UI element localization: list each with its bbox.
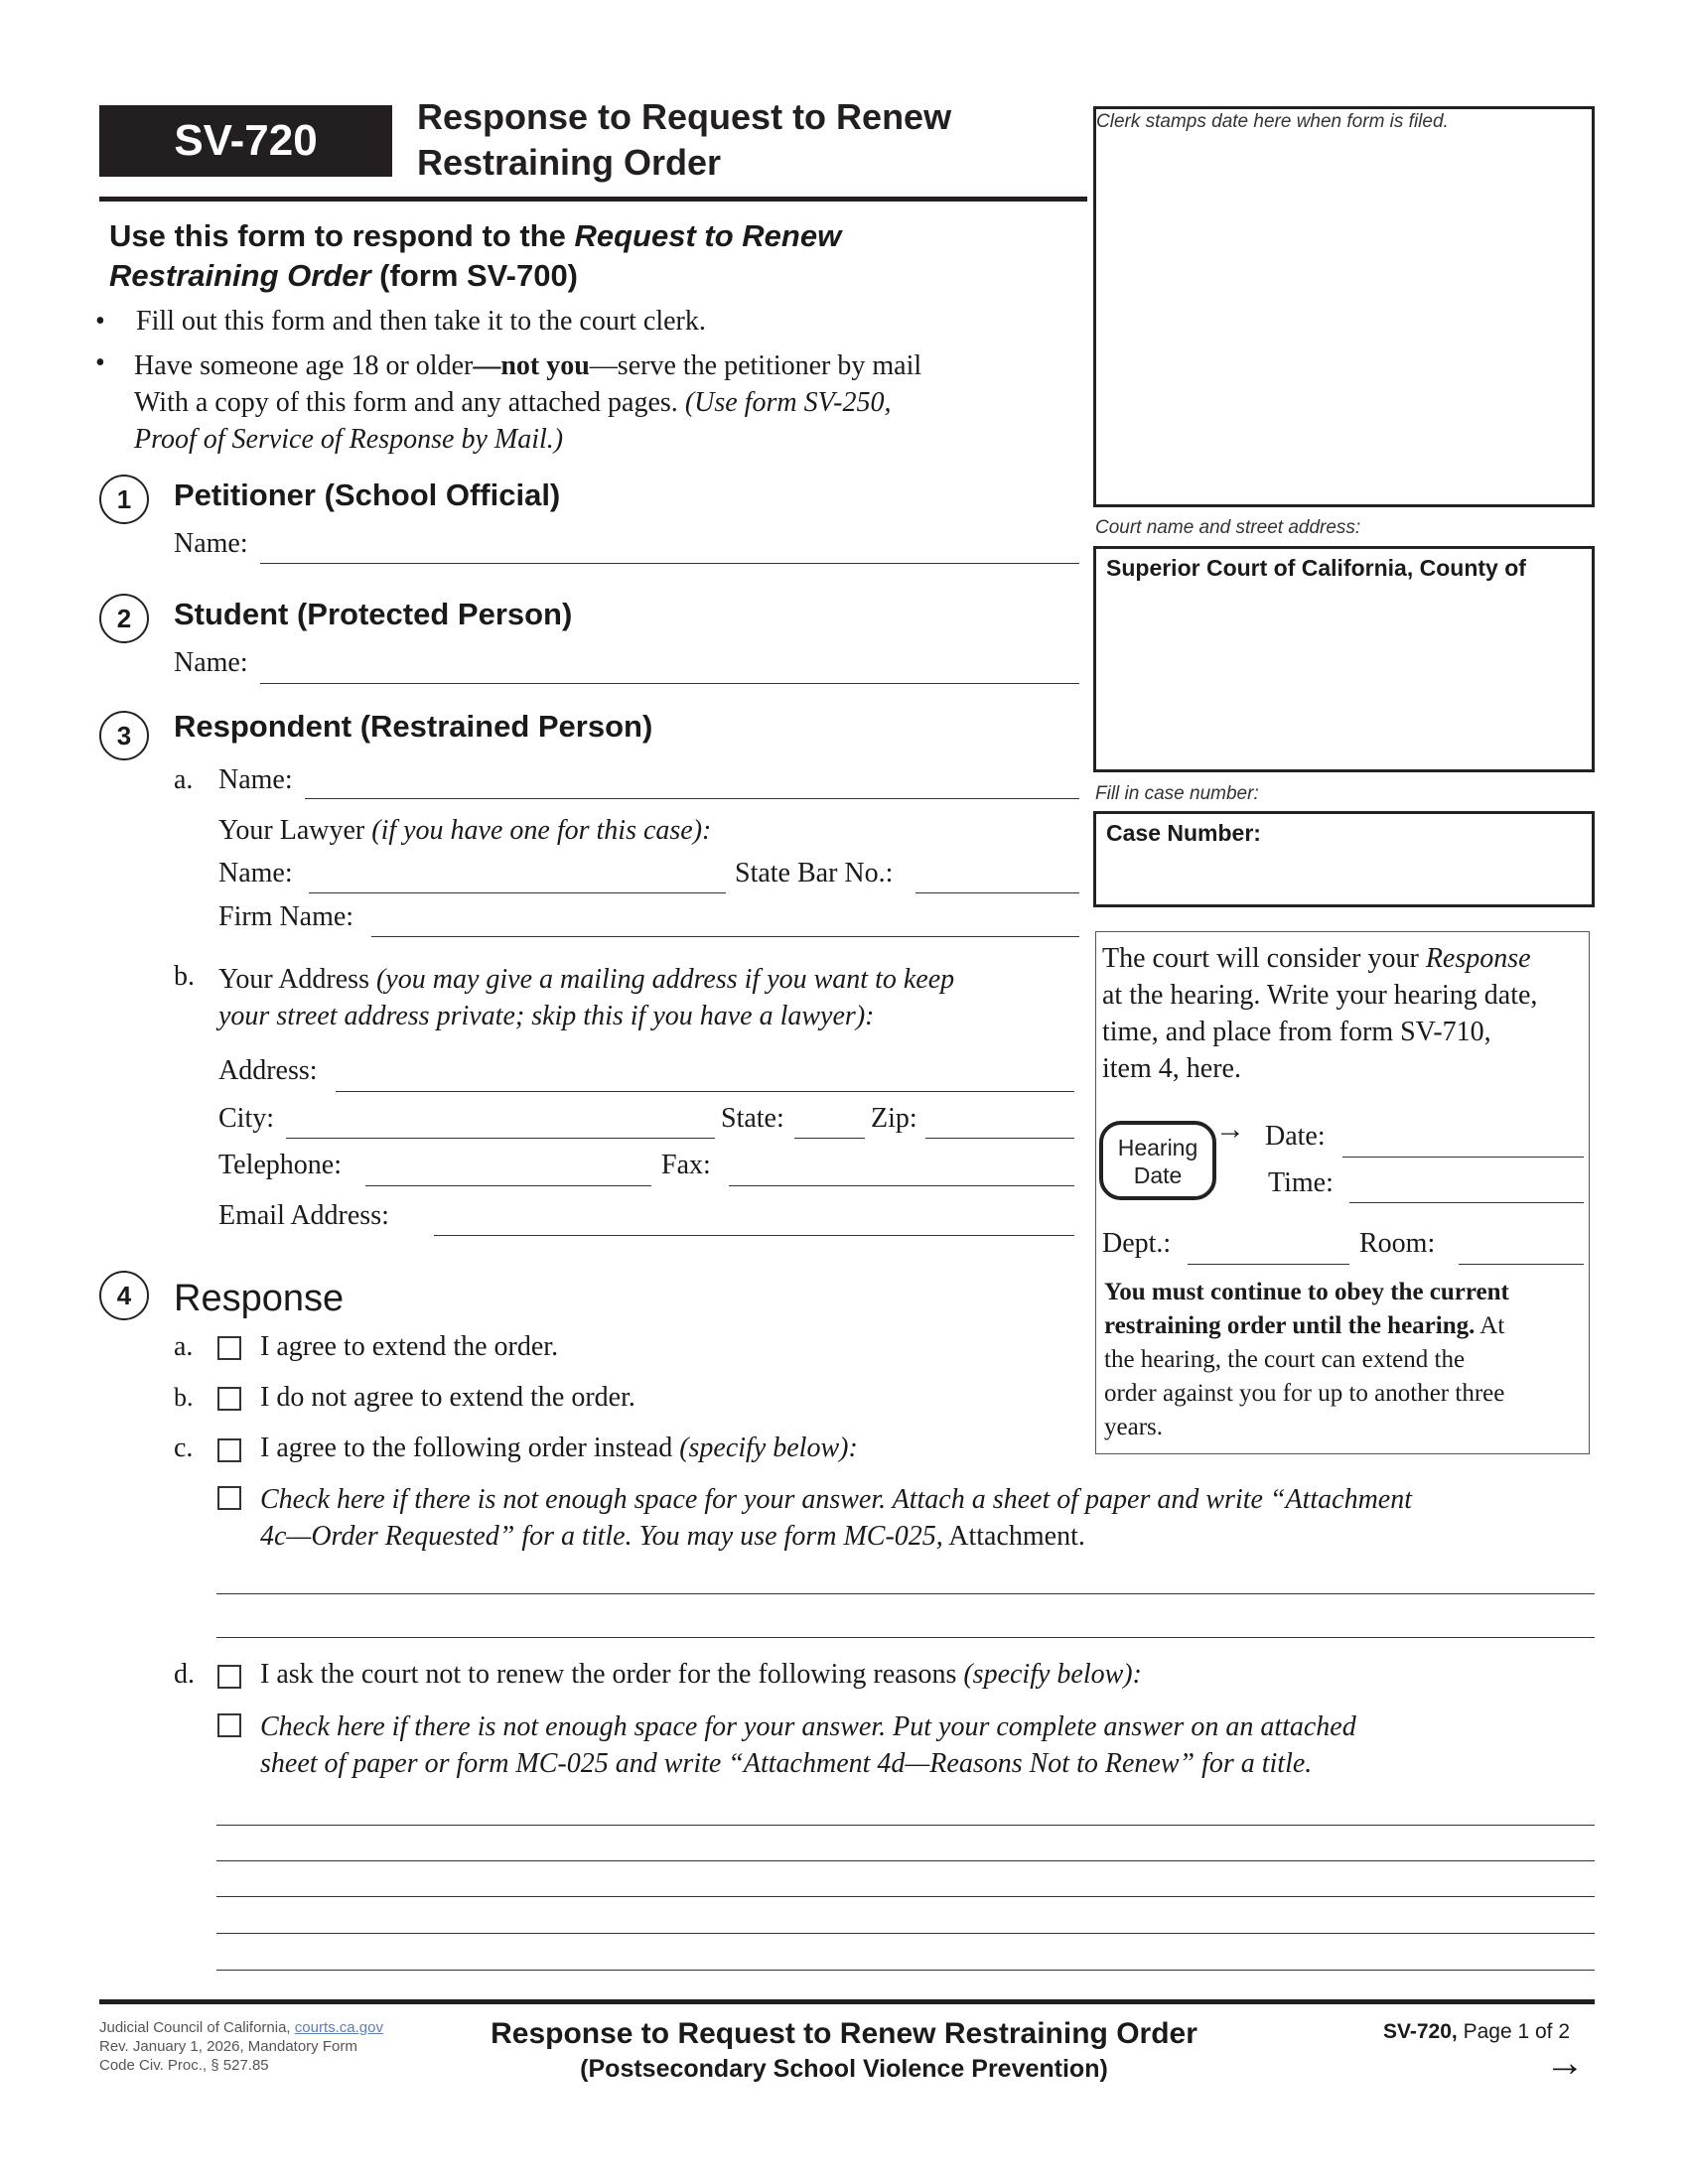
hearing-intro-line3: time, and place from form SV-710, — [1102, 1017, 1491, 1047]
d-attachment-checkbox[interactable] — [217, 1713, 241, 1737]
not-agree-extend-text: I do not agree to extend the order. — [260, 1382, 635, 1413]
footer-rule — [99, 1999, 1595, 2004]
respondent-name-label: Name: — [218, 764, 293, 795]
agree-other-order-checkbox[interactable] — [217, 1438, 241, 1462]
hearing-date-badge — [1099, 1121, 1216, 1200]
zip-field[interactable] — [925, 1138, 1074, 1139]
section-2-title: Student (Protected Person) — [174, 597, 573, 631]
zip-label: Zip: — [871, 1103, 917, 1134]
hearing-time-field[interactable] — [1349, 1202, 1584, 1203]
not-renew-reasons-italic: (specify below): — [963, 1659, 1142, 1690]
student-name-label: Name: — [174, 647, 248, 678]
hearing-date-field[interactable] — [1342, 1157, 1584, 1158]
not-renew-reasons-checkbox[interactable] — [217, 1665, 241, 1689]
footer-center — [417, 2015, 1271, 2085]
c-attachment-checkbox[interactable] — [217, 1486, 241, 1510]
address-intro-italic2: your street address private; skip this if you have a lawyer): — [218, 1001, 875, 1031]
section-3-number: 3 — [99, 711, 149, 760]
d-answer-line-4[interactable] — [216, 1933, 1595, 1934]
section-4-number: 4 — [99, 1271, 149, 1320]
hearing-room-label: Room: — [1359, 1228, 1436, 1259]
hearing-date-label: Date: — [1265, 1121, 1326, 1152]
hearing-warning — [1104, 1276, 1509, 1444]
case-number-label: Fill in case number: — [1095, 783, 1259, 804]
arrow-icon: → — [1215, 1113, 1245, 1146]
d-answer-line-5[interactable] — [216, 1970, 1595, 1971]
hearing-badge-line2: Date — [1133, 1162, 1183, 1188]
agree-other-order-text — [260, 1433, 858, 1464]
d-answer-line-1[interactable] — [216, 1825, 1595, 1826]
s3-b-letter: b. — [174, 961, 195, 992]
not-renew-reasons-label: I ask the court not to renew the order for the following reasons — [260, 1659, 957, 1690]
hearing-info-box — [1095, 931, 1590, 1454]
footer-subtitle: (Postsecondary School Violence Prevention) — [580, 2055, 1108, 2083]
agree-other-order-label: I agree to the following order instead — [260, 1433, 673, 1463]
section-2-number: 2 — [99, 594, 149, 643]
address-intro-italic1: (you may give a mailing address if you want to keep — [375, 964, 955, 995]
footer-right — [1383, 2020, 1570, 2044]
intro-bullet2-bold: —not you — [473, 350, 590, 381]
firm-name-label: Firm Name: — [218, 901, 354, 932]
warning-line4: order against you for up to another three — [1104, 1380, 1505, 1407]
hearing-time-label: Time: — [1268, 1167, 1334, 1198]
hearing-intro-line1: The court will consider your — [1102, 943, 1419, 974]
city-label: City: — [218, 1103, 275, 1134]
d-answer-line-2[interactable] — [216, 1860, 1595, 1861]
intro-bullet-2 — [134, 347, 921, 458]
lawyer-label-text: Your Lawyer — [218, 815, 365, 846]
firm-name-field[interactable] — [371, 936, 1079, 937]
not-agree-extend-checkbox[interactable] — [217, 1387, 241, 1411]
footer-code: Code Civ. Proc., § 527.85 — [99, 2057, 269, 2074]
form-title — [417, 94, 951, 186]
state-bar-field[interactable] — [915, 892, 1079, 893]
address-intro-label: Your Address — [218, 964, 369, 995]
clerk-stamp-box[interactable] — [1093, 106, 1595, 507]
c-attachment-italic1: Check here if there is not enough space for your answer. Attach a sheet of paper and write “Attachment — [260, 1484, 1413, 1515]
footer-council: Judicial Council of California, — [99, 2019, 291, 2036]
s4-d-letter: d. — [174, 1659, 195, 1690]
intro-bullet2-line2: With a copy of this form and any attached pages. — [134, 387, 678, 418]
form-id-badge — [99, 105, 392, 177]
case-number-box[interactable] — [1093, 811, 1595, 907]
address-field[interactable] — [336, 1091, 1074, 1092]
s3-a-letter: a. — [174, 764, 194, 795]
email-field[interactable] — [434, 1235, 1074, 1236]
city-field[interactable] — [286, 1138, 715, 1139]
hearing-intro-line2: at the hearing. Write your hearing date, — [1102, 980, 1538, 1011]
lawyer-name-label: Name: — [218, 858, 293, 888]
footer-left — [99, 2018, 383, 2075]
form-title-line1: Response to Request to Renew — [417, 96, 952, 137]
section-1-title: Petitioner (School Official) — [174, 478, 561, 512]
intro-bullet-dot-2: • — [95, 347, 105, 378]
respondent-name-field[interactable] — [305, 798, 1079, 799]
s4-c-letter: c. — [174, 1433, 194, 1463]
d-answer-line-3[interactable] — [216, 1896, 1595, 1897]
s4-a-letter: a. — [174, 1331, 194, 1362]
intro-bullet-dot-1: • — [95, 306, 105, 337]
form-id: SV-720 — [174, 116, 318, 165]
lawyer-label — [218, 815, 711, 847]
hearing-intro-response: Response — [1425, 943, 1531, 974]
d-attachment-italic1: Check here if there is not enough space for your answer. Put your complete answer on an attached — [260, 1711, 1356, 1742]
warning-bold-line2: restraining order until the hearing. — [1104, 1312, 1476, 1339]
next-page-arrow-icon[interactable]: → — [1545, 2041, 1585, 2085]
footer-courts-link[interactable]: courts.ca.gov — [294, 2019, 383, 2036]
lawyer-name-field[interactable] — [309, 892, 726, 893]
hearing-intro — [1102, 940, 1537, 1087]
fax-field[interactable] — [729, 1185, 1074, 1186]
d-attachment-italic2: sheet of paper or form MC-025 and write “Attachment 4d—Reasons Not to Renew” for a title. — [260, 1748, 1313, 1779]
address-label: Address: — [218, 1055, 318, 1086]
court-address-label: Court name and street address: — [1095, 517, 1361, 538]
warning-line2-tail: At — [1475, 1312, 1505, 1339]
c-attachment-italic2: 4c—Order Requested” for a title. You may use form MC-025, — [260, 1521, 943, 1552]
agree-extend-text: I agree to extend the order. — [260, 1331, 559, 1362]
state-field[interactable] — [794, 1138, 865, 1139]
warning-bold-line1: You must continue to obey the current — [1104, 1279, 1509, 1305]
form-title-line2: Restraining Order — [417, 142, 722, 183]
d-attachment-text — [260, 1708, 1356, 1782]
state-label: State: — [721, 1103, 784, 1134]
hearing-dept-field[interactable] — [1188, 1264, 1349, 1265]
court-name-text: Superior Court of California, County of — [1106, 555, 1526, 581]
header-rule — [99, 197, 1087, 202]
case-number-text: Case Number: — [1106, 820, 1261, 846]
c-attachment-plain: Attachment. — [948, 1521, 1085, 1552]
hearing-dept-label: Dept.: — [1102, 1228, 1172, 1259]
student-name-field[interactable] — [260, 683, 1079, 684]
c-answer-line-1[interactable] — [216, 1593, 1595, 1594]
section-4-title: Response — [174, 1278, 345, 1319]
lawyer-label-italic: (if you have one for this case): — [371, 815, 712, 846]
intro-heading — [109, 216, 943, 296]
intro-heading-italic: Request to Renew Restraining Order — [109, 218, 842, 293]
intro-bullet2-part2: —serve the petitioner by mail — [589, 350, 922, 381]
warning-line3: the hearing, the court can extend the — [1104, 1346, 1466, 1373]
intro-bullet2-part1: Have someone age 18 or older — [134, 350, 474, 381]
fax-label: Fax: — [661, 1150, 711, 1180]
footer-form-id: SV-720, — [1383, 2020, 1458, 2043]
footer-revision: Rev. January 1, 2026, Mandatory Form — [99, 2038, 357, 2055]
footer-page: Page 1 of 2 — [1463, 2020, 1570, 2043]
intro-bullet2-line3: Proof of Service of Response by Mail.) — [134, 424, 564, 455]
not-renew-reasons-text — [260, 1659, 1142, 1691]
hearing-room-field[interactable] — [1459, 1264, 1584, 1265]
hearing-intro-line4: item 4, here. — [1102, 1053, 1241, 1084]
court-address-box[interactable] — [1093, 546, 1595, 772]
intro-bullet-1: Fill out this form and then take it to the court clerk. — [136, 306, 706, 337]
s4-b-letter: b. — [174, 1383, 194, 1412]
warning-line5: years. — [1104, 1414, 1163, 1440]
intro-heading-part1: Use this form to respond to the — [109, 218, 575, 253]
state-bar-label: State Bar No.: — [735, 858, 894, 888]
c-answer-line-2[interactable] — [216, 1637, 1595, 1638]
footer-title: Response to Request to Renew Restraining Order — [491, 2017, 1197, 2050]
c-attachment-text — [260, 1481, 1412, 1555]
hearing-badge-line1: Hearing — [1117, 1135, 1198, 1160]
petitioner-name-label: Name: — [174, 528, 248, 559]
email-label: Email Address: — [218, 1200, 389, 1231]
clerk-stamp-label: Clerk stamps date here when form is filed. — [1096, 111, 1449, 132]
telephone-label: Telephone: — [218, 1150, 342, 1180]
agree-other-order-italic: (specify below): — [679, 1433, 858, 1463]
section-3-title: Respondent (Restrained Person) — [174, 709, 653, 744]
telephone-field[interactable] — [365, 1185, 651, 1186]
intro-heading-part2: (form SV-700) — [370, 258, 579, 293]
petitioner-name-field[interactable] — [260, 563, 1079, 564]
address-intro — [218, 961, 954, 1034]
section-1-number: 1 — [99, 475, 149, 524]
intro-bullet2-italic: (Use form SV-250, — [684, 387, 892, 418]
agree-extend-checkbox[interactable] — [217, 1336, 241, 1360]
